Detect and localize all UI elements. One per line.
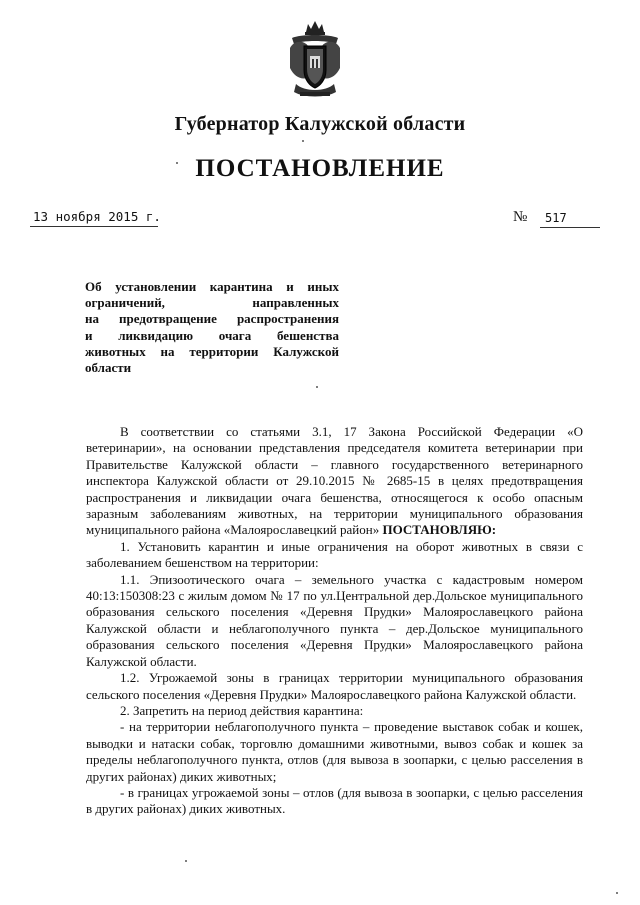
document-date: 13 ноября 2015 г. [33, 209, 161, 224]
item-2-b: - в границах угрожаемой зоны – отлов (для вывоза в зоопарки, с целью расселения в других районах) диких животных. [86, 784, 583, 817]
scan-speck [185, 860, 187, 862]
subject-line: области [85, 360, 132, 376]
document-body [86, 424, 583, 818]
scan-speck [616, 892, 618, 894]
scan-speck [316, 386, 318, 388]
subject-line: и ликвидацию очага бешенства [85, 327, 339, 343]
item-1: 1. Установить карантин и иные ограничения на оборот животных в связи с заболеванием бешенством на территории: [86, 538, 583, 571]
issuer-title: Губернатор Калужской области [174, 113, 466, 135]
date-underline [30, 226, 158, 227]
scan-speck [302, 140, 304, 142]
subject-line: Об установлении карантина и иных [85, 279, 339, 294]
item-2: 2. Запретить на период действия карантина: [120, 702, 364, 718]
subject-line: на предотвращение распространения [85, 311, 339, 327]
document-type-heading: ПОСТАНОВЛЕНИЕ [195, 155, 445, 182]
preamble-paragraph [86, 424, 583, 539]
number-underline [540, 227, 600, 228]
decree-word: ПОСТАНОВЛЯЮ: [382, 522, 497, 538]
document-subject [85, 279, 339, 376]
item-1-2: 1.2. Угрожаемой зоны в границах территории муниципального образования сельского поселения «Деревня Прудки» Малоярославецкого района Калужской области. [86, 670, 583, 702]
preamble-text: В соответствии со статьями 3.1, 17 Закона Российской Федерации «О ветеринарии», на основании представления председателя комитета ветеринарии при Правительстве Калужской области – главного государственного ветеринарного инспектора Калужской области от 29.10.2015 № 2685-15 в целях предотвращения распространения и ликвидации очага бешенства, относящегося к особо опасным заразным заболеваниям животных, на территории муниципального образования муниципального района «Малоярославецкий район» [86, 424, 583, 538]
scan-speck [176, 162, 178, 164]
subject-line: животных на территории Калужской [85, 343, 339, 359]
coat-of-arms-emblem [286, 18, 344, 100]
item-2-a: - на территории неблагополучного пункта – проведение выставок собак и кошек, выводки и натаски собак, торговлю домашними животными, вывоз собак и кошек за пределы неблагополучного пункта, отлов (для вывоза в зоопарки, с целью расселения в других районах) диких животных; [86, 719, 583, 784]
subject-line: ограничений, направленных [85, 295, 339, 311]
number-sign: № [513, 209, 528, 225]
item-1-1: 1.1. Эпизоотического очага – земельного участка с кадастровым номером 40:13:150308:23 с жилым домом № 17 по ул.Центральной дер.Дольское муниципального образования сельского поселения «Деревня Прудки» Малоярославецкого района Калужской области и неблагополучного пункта – дер.Дольское муниципального образования сельского поселения «Деревня Прудки» Малоярославецкого района Калужской области. [86, 571, 583, 669]
document-number: 517 [545, 211, 567, 225]
